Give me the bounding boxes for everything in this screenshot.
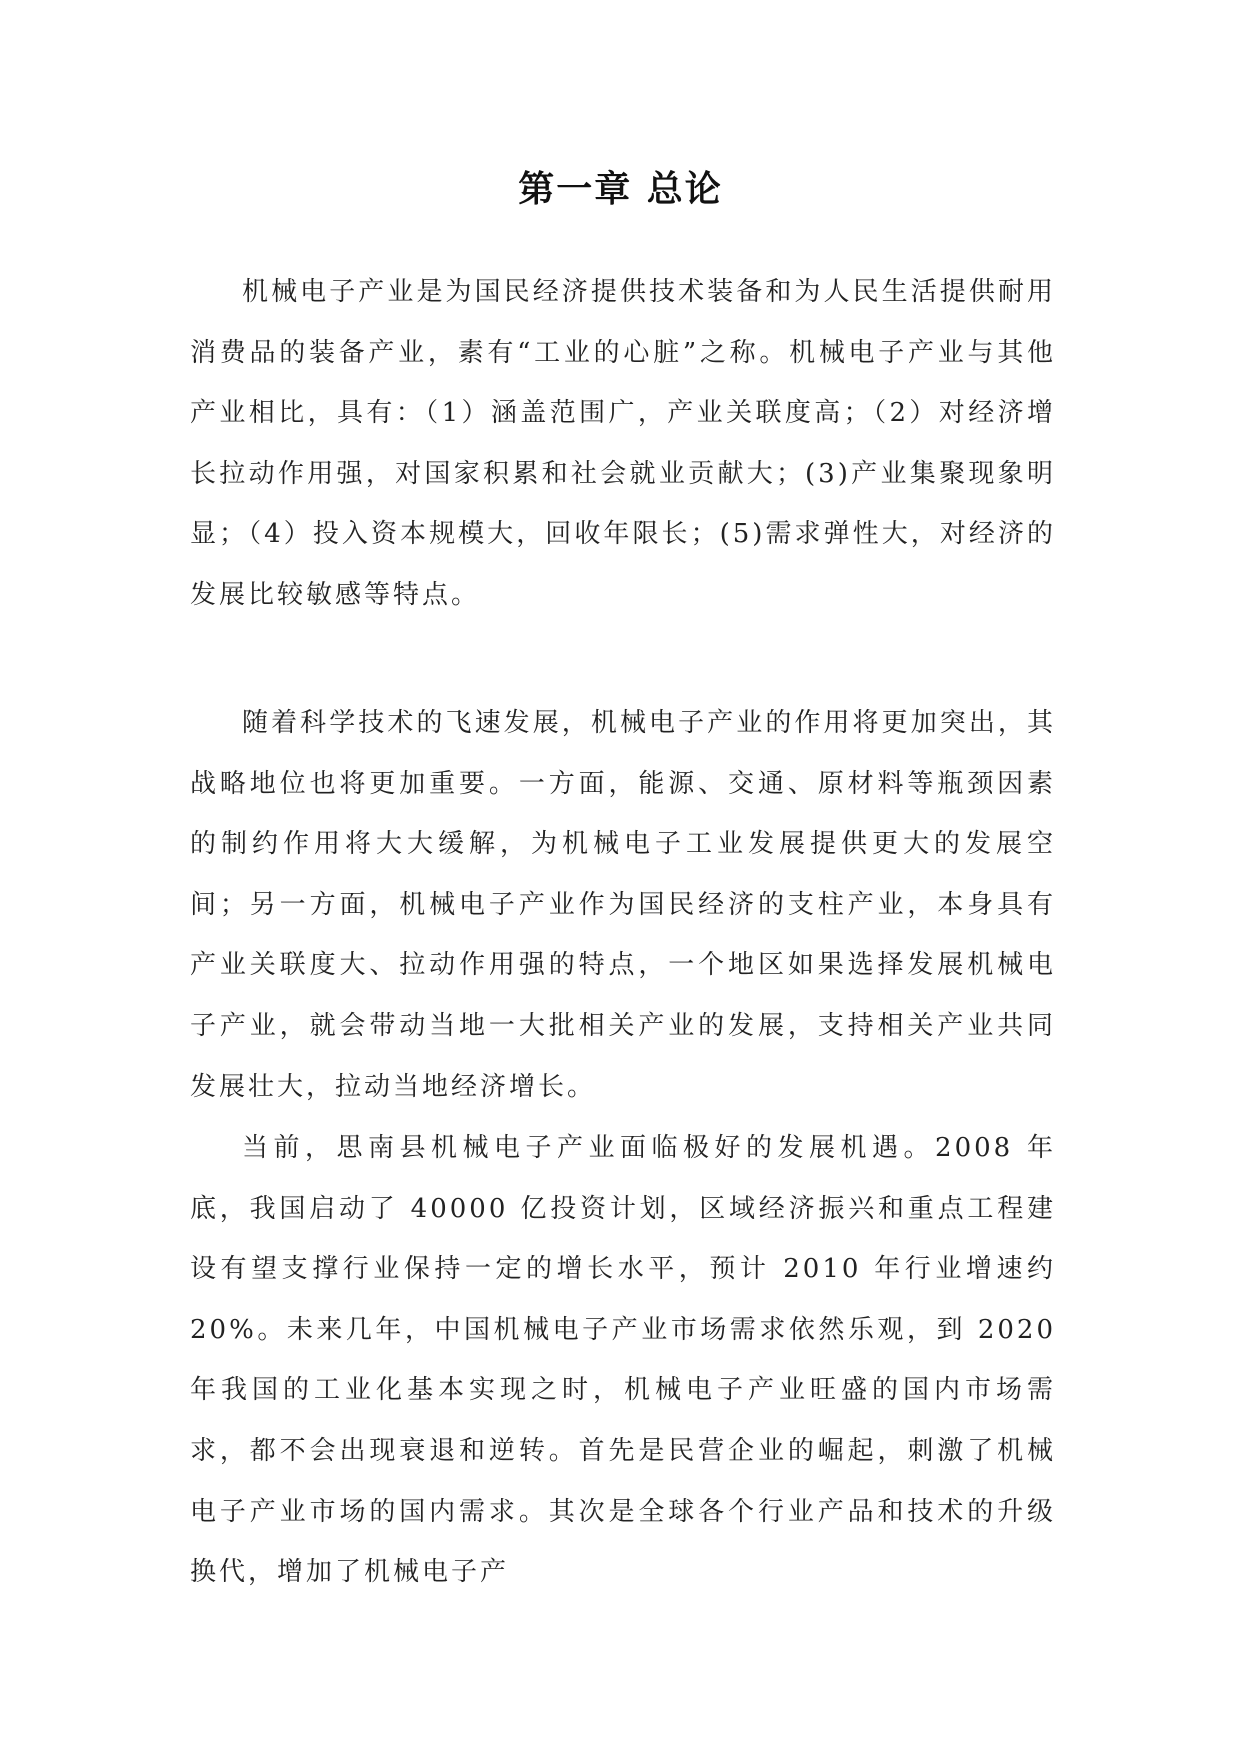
paragraph-industry-overview: 机械电子产业是为国民经济提供技术装备和为人民生活提供耐用消费品的装备产业，素有“工业的心脏”之称。机械电子产业与其他产业相比，具有：（1）涵盖范围广，产业关联度高；（2）对经济增长拉动作用强，对国家积累和社会就业贡献大；(3)产业集聚现象明显；（4）投入资本规模大，回收年限长；(5)需求弹性大，对经济的发展比较敏感等特点。: [190, 277, 1056, 610]
paragraph-strategic-position: 随着科学技术的飞速发展，机械电子产业的作用将更加突出，其战略地位也将更加重要。一方面，能源、交通、原材料等瓶颈因素的制约作用将大大缓解，为机械电子工业发展提供更大的发展空间；另一方面，机械电子产业作为国民经济的支柱产业，本身具有产业关联度大、拉动作用强的特点，一个地区如果选择发展机械电子产业，就会带动当地一大批相关产业的发展，支持相关产业共同发展壮大，拉动当地经济增长。: [190, 708, 1056, 1102]
chapter-title: 第一章 总论: [518, 168, 723, 210]
paragraph-development-opportunity: 当前，思南县机械电子产业面临极好的发展机遇。2008 年底，我国启动了 40000 亿投资计划，区域经济振兴和重点工程建设有望支撑行业保持一定的增长水平，预计 2010 年行业增速约 20%。未来几年，中国机械电子产业市场需求依然乐观，到 2020 年我国的工业化基本实现之时，机械电子产业旺盛的国内市场需求，都不会出现衰退和逆转。首先是民营企业的崛起，刺激了机械电子产业市场的国内需求。其次是全球各个行业产品和技术的升级换代，增加了机械电子产: [190, 1133, 1056, 1588]
